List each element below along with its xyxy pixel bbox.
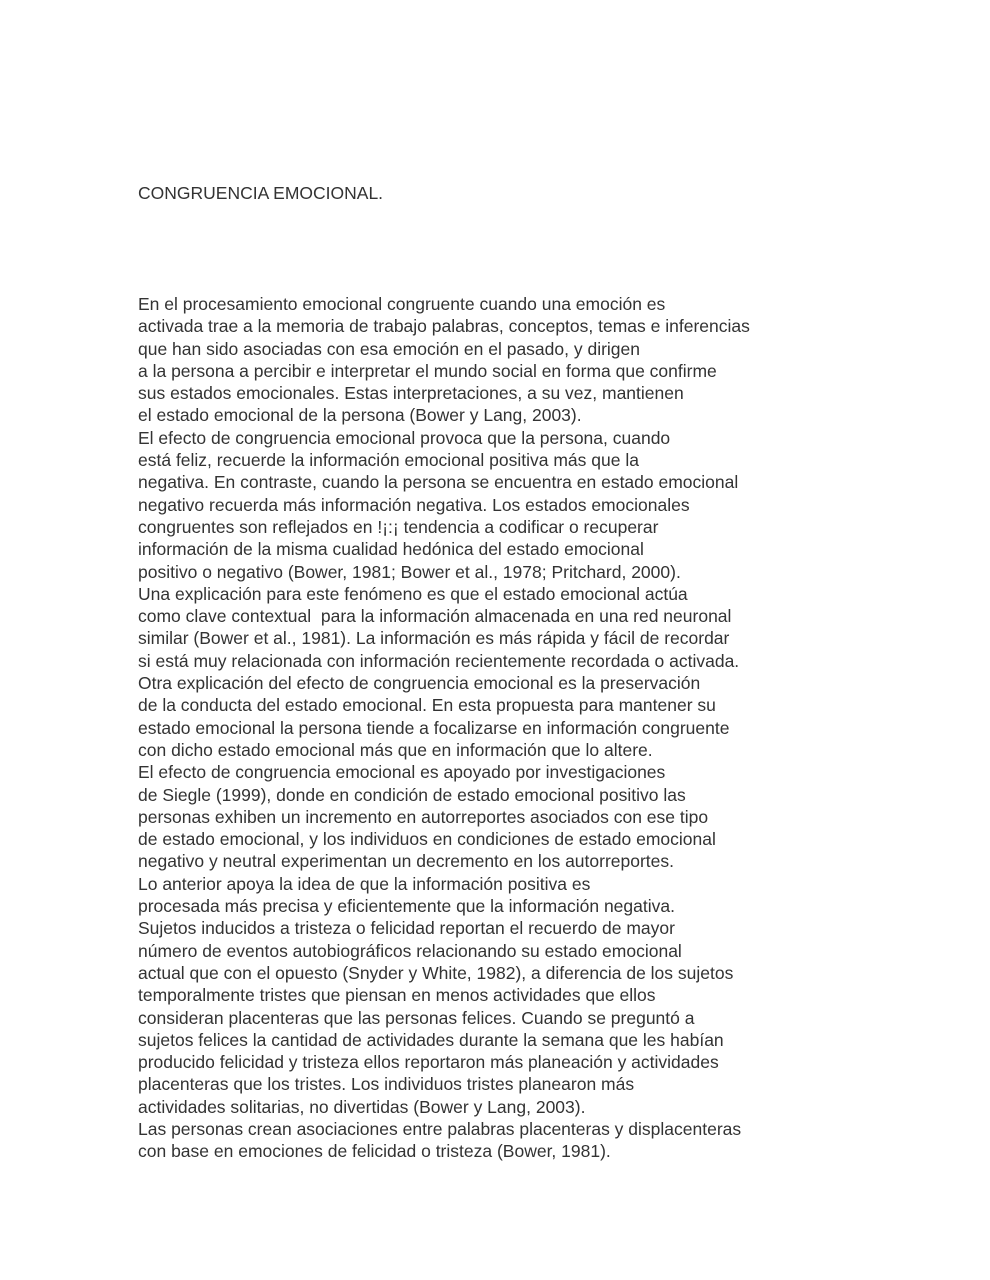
text-line: congruentes son reflejados en !¡:¡ tendencia a codificar o recuperar	[138, 516, 659, 537]
text-line: de estado emocional, y los individuos en condiciones de estado emocional	[138, 829, 716, 850]
text-line: estado emocional la persona tiende a focalizarse en información congruente	[138, 717, 730, 738]
text-line: como clave contextual para la información almacenada en una red neuronal	[138, 606, 732, 627]
text-line: de Siegle (1999), donde en condición de estado emocional positivo las	[138, 784, 686, 805]
document-body	[138, 293, 750, 1163]
text-line: Lo anterior apoya la idea de que la información positiva es	[138, 873, 591, 894]
text-line: personas exhiben un incremento en autorreportes asociados con ese tipo	[138, 806, 709, 827]
text-line: activada trae a la memoria de trabajo palabras, conceptos, temas e inferencias	[138, 316, 750, 337]
text-line: similar (Bower et al., 1981). La información es más rápida y fácil de recordar	[138, 628, 730, 649]
text-line: el estado emocional de la persona (Bower y Lang, 2003).	[138, 405, 582, 426]
text-line: información de la misma cualidad hedónica del estado emocional	[138, 539, 644, 560]
text-line: negativo y neutral experimentan un decremento en los autorreportes.	[138, 851, 675, 872]
text-line: Una explicación para este fenómeno es que el estado emocional actúa	[138, 583, 688, 604]
text-line: producido felicidad y tristeza ellos reportaron más planeación y actividades	[138, 1052, 719, 1073]
text-line: negativa. En contraste, cuando la persona se encuentra en estado emocional	[138, 472, 739, 493]
text-line: El efecto de congruencia emocional provoca que la persona, cuando	[138, 427, 671, 448]
text-line: que han sido asociadas con esa emoción en el pasado, y dirigen	[138, 338, 641, 359]
text-line: sujetos felices la cantidad de actividades durante la semana que les habían	[138, 1029, 724, 1050]
text-line: actual que con el opuesto (Snyder y White, 1982), a diferencia de los sujetos	[138, 962, 734, 983]
text-line: Otra explicación del efecto de congruencia emocional es la preservación	[138, 673, 701, 694]
text-line: con dicho estado emocional más que en información que lo altere.	[138, 739, 653, 760]
text-line: El efecto de congruencia emocional es apoyado por investigaciones	[138, 762, 666, 783]
text-line: positivo o negativo (Bower, 1981; Bower et al., 1978; Pritchard, 2000).	[138, 561, 681, 582]
text-line: Sujetos inducidos a tristeza o felicidad reportan el recuerdo de mayor	[138, 918, 675, 939]
text-line: actividades solitarias, no divertidas (Bower y Lang, 2003).	[138, 1096, 586, 1117]
text-line: temporalmente tristes que piensan en menos actividades que ellos	[138, 985, 656, 1006]
text-line: Las personas crean asociaciones entre palabras placenteras y displacenteras	[138, 1118, 742, 1139]
text-line: con base en emociones de felicidad o tristeza (Bower, 1981).	[138, 1141, 611, 1162]
text-line: negativo recuerda más información negativa. Los estados emocionales	[138, 494, 690, 515]
document-title: CONGRUENCIA EMOCIONAL.	[138, 183, 384, 203]
text-line: está feliz, recuerde la información emocional positiva más que la	[138, 450, 639, 471]
text-line: a la persona a percibir e interpretar el mundo social en forma que confirme	[138, 360, 717, 381]
text-line: En el procesamiento emocional congruente cuando una emoción es	[138, 294, 666, 314]
text-line: de la conducta del estado emocional. En esta propuesta para mantener su	[138, 695, 716, 716]
text-line: si está muy relacionada con información recientemente recordada o activada.	[138, 650, 740, 671]
text-line: consideran placenteras que las personas felices. Cuando se preguntó a	[138, 1007, 695, 1028]
text-line: sus estados emocionales. Estas interpretaciones, a su vez, mantienen	[138, 383, 684, 404]
text-line: procesada más precisa y eficientemente que la información negativa.	[138, 896, 675, 917]
text-line: número de eventos autobiográficos relacionando su estado emocional	[138, 940, 682, 961]
text-line: placenteras que los tristes. Los individuos tristes planearon más	[138, 1074, 635, 1095]
